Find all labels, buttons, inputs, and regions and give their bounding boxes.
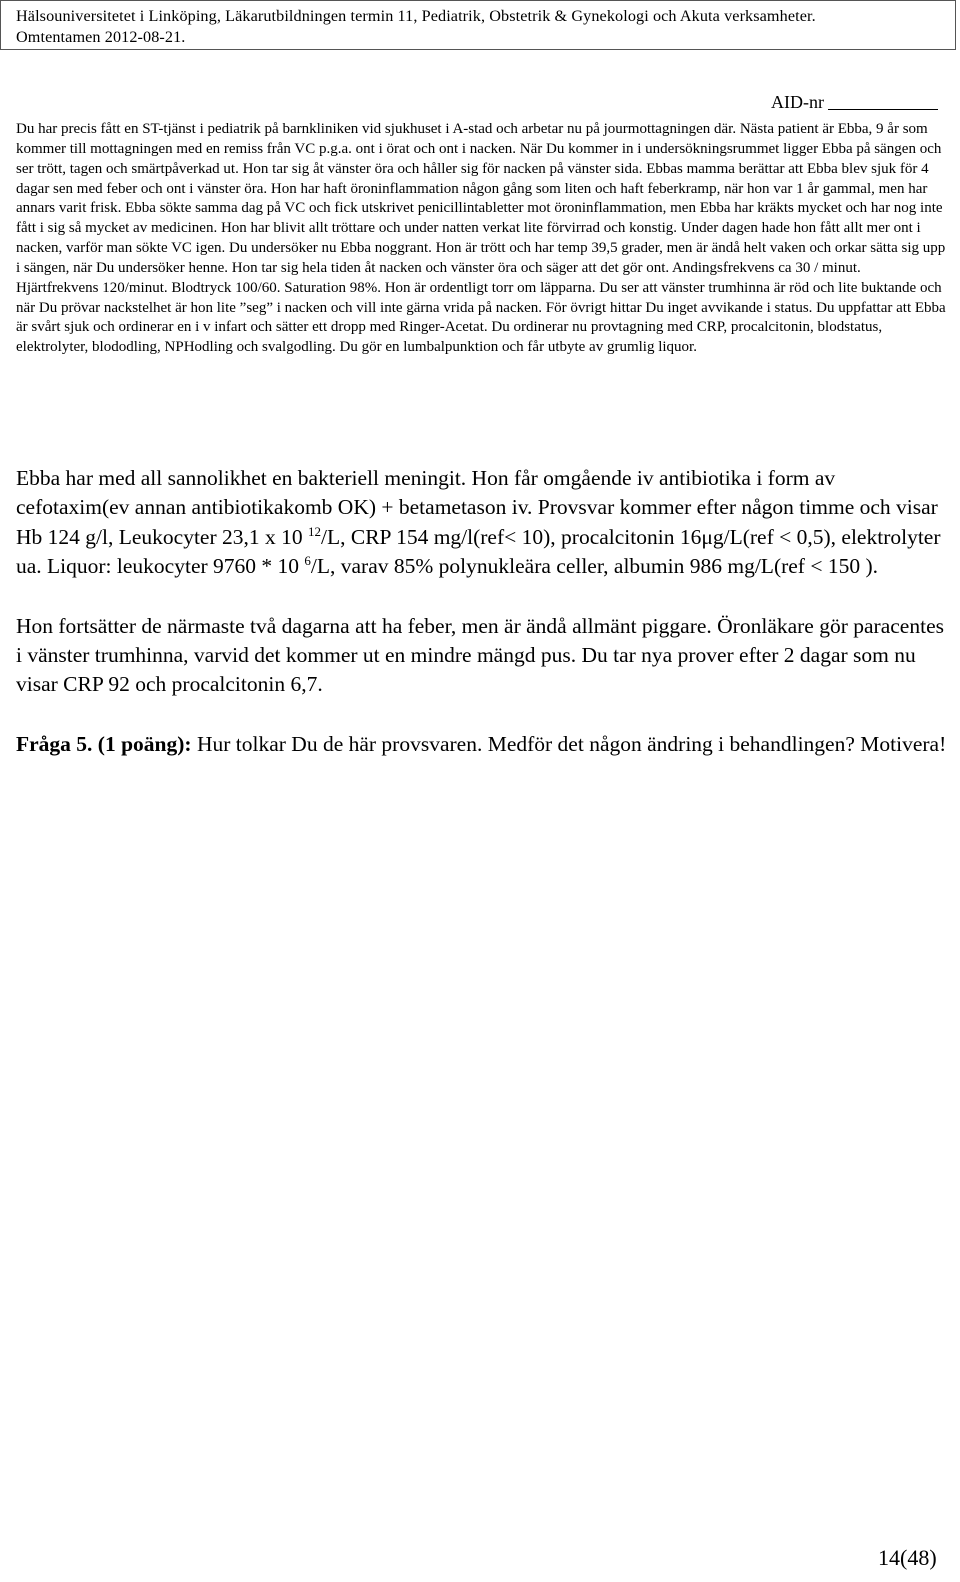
question-text: Hur tolkar Du de här provsvaren. Medför det någon ändring i behandlingen? Motivera! xyxy=(191,731,947,756)
diagnosis-text-part3: /L, varav 85% polynukleära celler, albumin 986 mg/L(ref < 150 ). xyxy=(310,554,879,579)
aid-field xyxy=(771,91,938,113)
followup-paragraph: Hon fortsätter de närmaste två dagarna att ha feber, men är ändå allmänt piggare. Öronläkare gör paracentes i vänster trumhinna, varvid det kommer ut en mindre mängd pus. Du tar nya prover efter 2 dagar som nu visar CRP 92 och procalcitonin 6,7. xyxy=(16,613,944,697)
exponent-liquor: 6 xyxy=(304,553,311,569)
diagnosis-paragraph xyxy=(16,464,951,582)
document-header xyxy=(0,0,956,50)
header-institution-line: Hälsouniversitetet i Linköping, Läkarutbildningen termin 11, Pediatrik, Obstetrik & Gynekologi och Akuta verksamheter. xyxy=(16,7,816,25)
page-number: 14(48) xyxy=(878,1545,937,1570)
case-description xyxy=(16,120,946,358)
exponent-leukocytes: 12 xyxy=(308,523,321,539)
aid-label: AID-nr xyxy=(771,92,824,112)
diagnosis-text-part2: /L, CRP 154 mg/l(ref< 10), procalcitonin 16μg/L(ref < 0,5), elektrolyter ua. Liquor: leukocyter 9760 * 10 xyxy=(16,524,941,579)
header-exam-date-line: Omtentamen 2012-08-21. xyxy=(16,28,186,46)
aid-blank-line[interactable] xyxy=(828,91,938,110)
case-paragraph: Du har precis fått en ST-tjänst i pediatrik på barnkliniken vid sjukhuset i A-stad och arbetar nu på jourmottagningen där. Nästa patient är Ebba, 9 år som kommer till mottagningen med en remiss från VC p.g.a. ont i örat och ont i nacken. När Du kommer in i undersökningsrummet ligger Ebba på sängen och ser trött, tagen och smärtpåverkad ut. Hon tar sig åt vänster öra och håller sig för nacken på vänster sida. Ebbas mamma berättar att Ebba blev sjuk för 4 dagar sen med feber och ont i vänster öra. Hon har haft öroninflammation någon gång som liten och haft feberkramp, när hon var 1 år gammal, men har annars varit frisk. Ebba sökte samma dag på VC och fick utskrivet penicillintabletter mot öroninflammation, men Ebba har kräkts mycket och har nog inte fått i sig så mycket av medicinen. Hon har blivit allt tröttare och under natten verkat lite förvirrad och konstig. Under dagen hade hon fått allt mer ont i nacken, varför man sökte VC igen. Du undersöker nu Ebba noggrant. Hon är trött och har temp 39,5 grader, men är ändå helt vaken och orkar sätta sig upp i sängen, när Du undersöker henne. Hon tar sig hela tiden åt nacken och vänster öra och säger att det gör ont. Andingsfrekvens ca 30 / minut. Hjärtfrekvens 120/minut. Blodtryck 100/60. Saturation 98%. Hon är ordentligt torr om läpparna. Du ser att vänster trumhinna är röd och lite buktande och när Du prövar nackstelhet är hon lite ”seg” i nacken och vill inte gärna vrida på nacken. För övrigt hittar Du inget avvikande i status. Du uppfattar att Ebba är svårt sjuk och ordinerar en i v infart och sätter ett dropp med Ringer-Acetat. Du ordinerar nu provtagning med CRP, procalcitonin, blodstatus, elektrolyter, blododling, NPHodling och svalgodling. Du gör en lumbalpunktion och får utbyte av grumlig liquor. xyxy=(16,121,946,356)
question-paragraph xyxy=(16,730,951,759)
diagnosis-text-part1: Ebba har med all sannolikhet en bakteriell meningit. Hon får omgående iv antibiotika i form av cefotaxim(ev annan antibiotikakomb OK) + betametason iv. Provsvar kommer efter någon timme och visar Hb 124 g/l, Leukocyter 23,1 x 10 xyxy=(16,466,938,549)
case-continuation xyxy=(16,464,951,759)
question-label: Fråga 5. (1 poäng): xyxy=(16,731,192,756)
